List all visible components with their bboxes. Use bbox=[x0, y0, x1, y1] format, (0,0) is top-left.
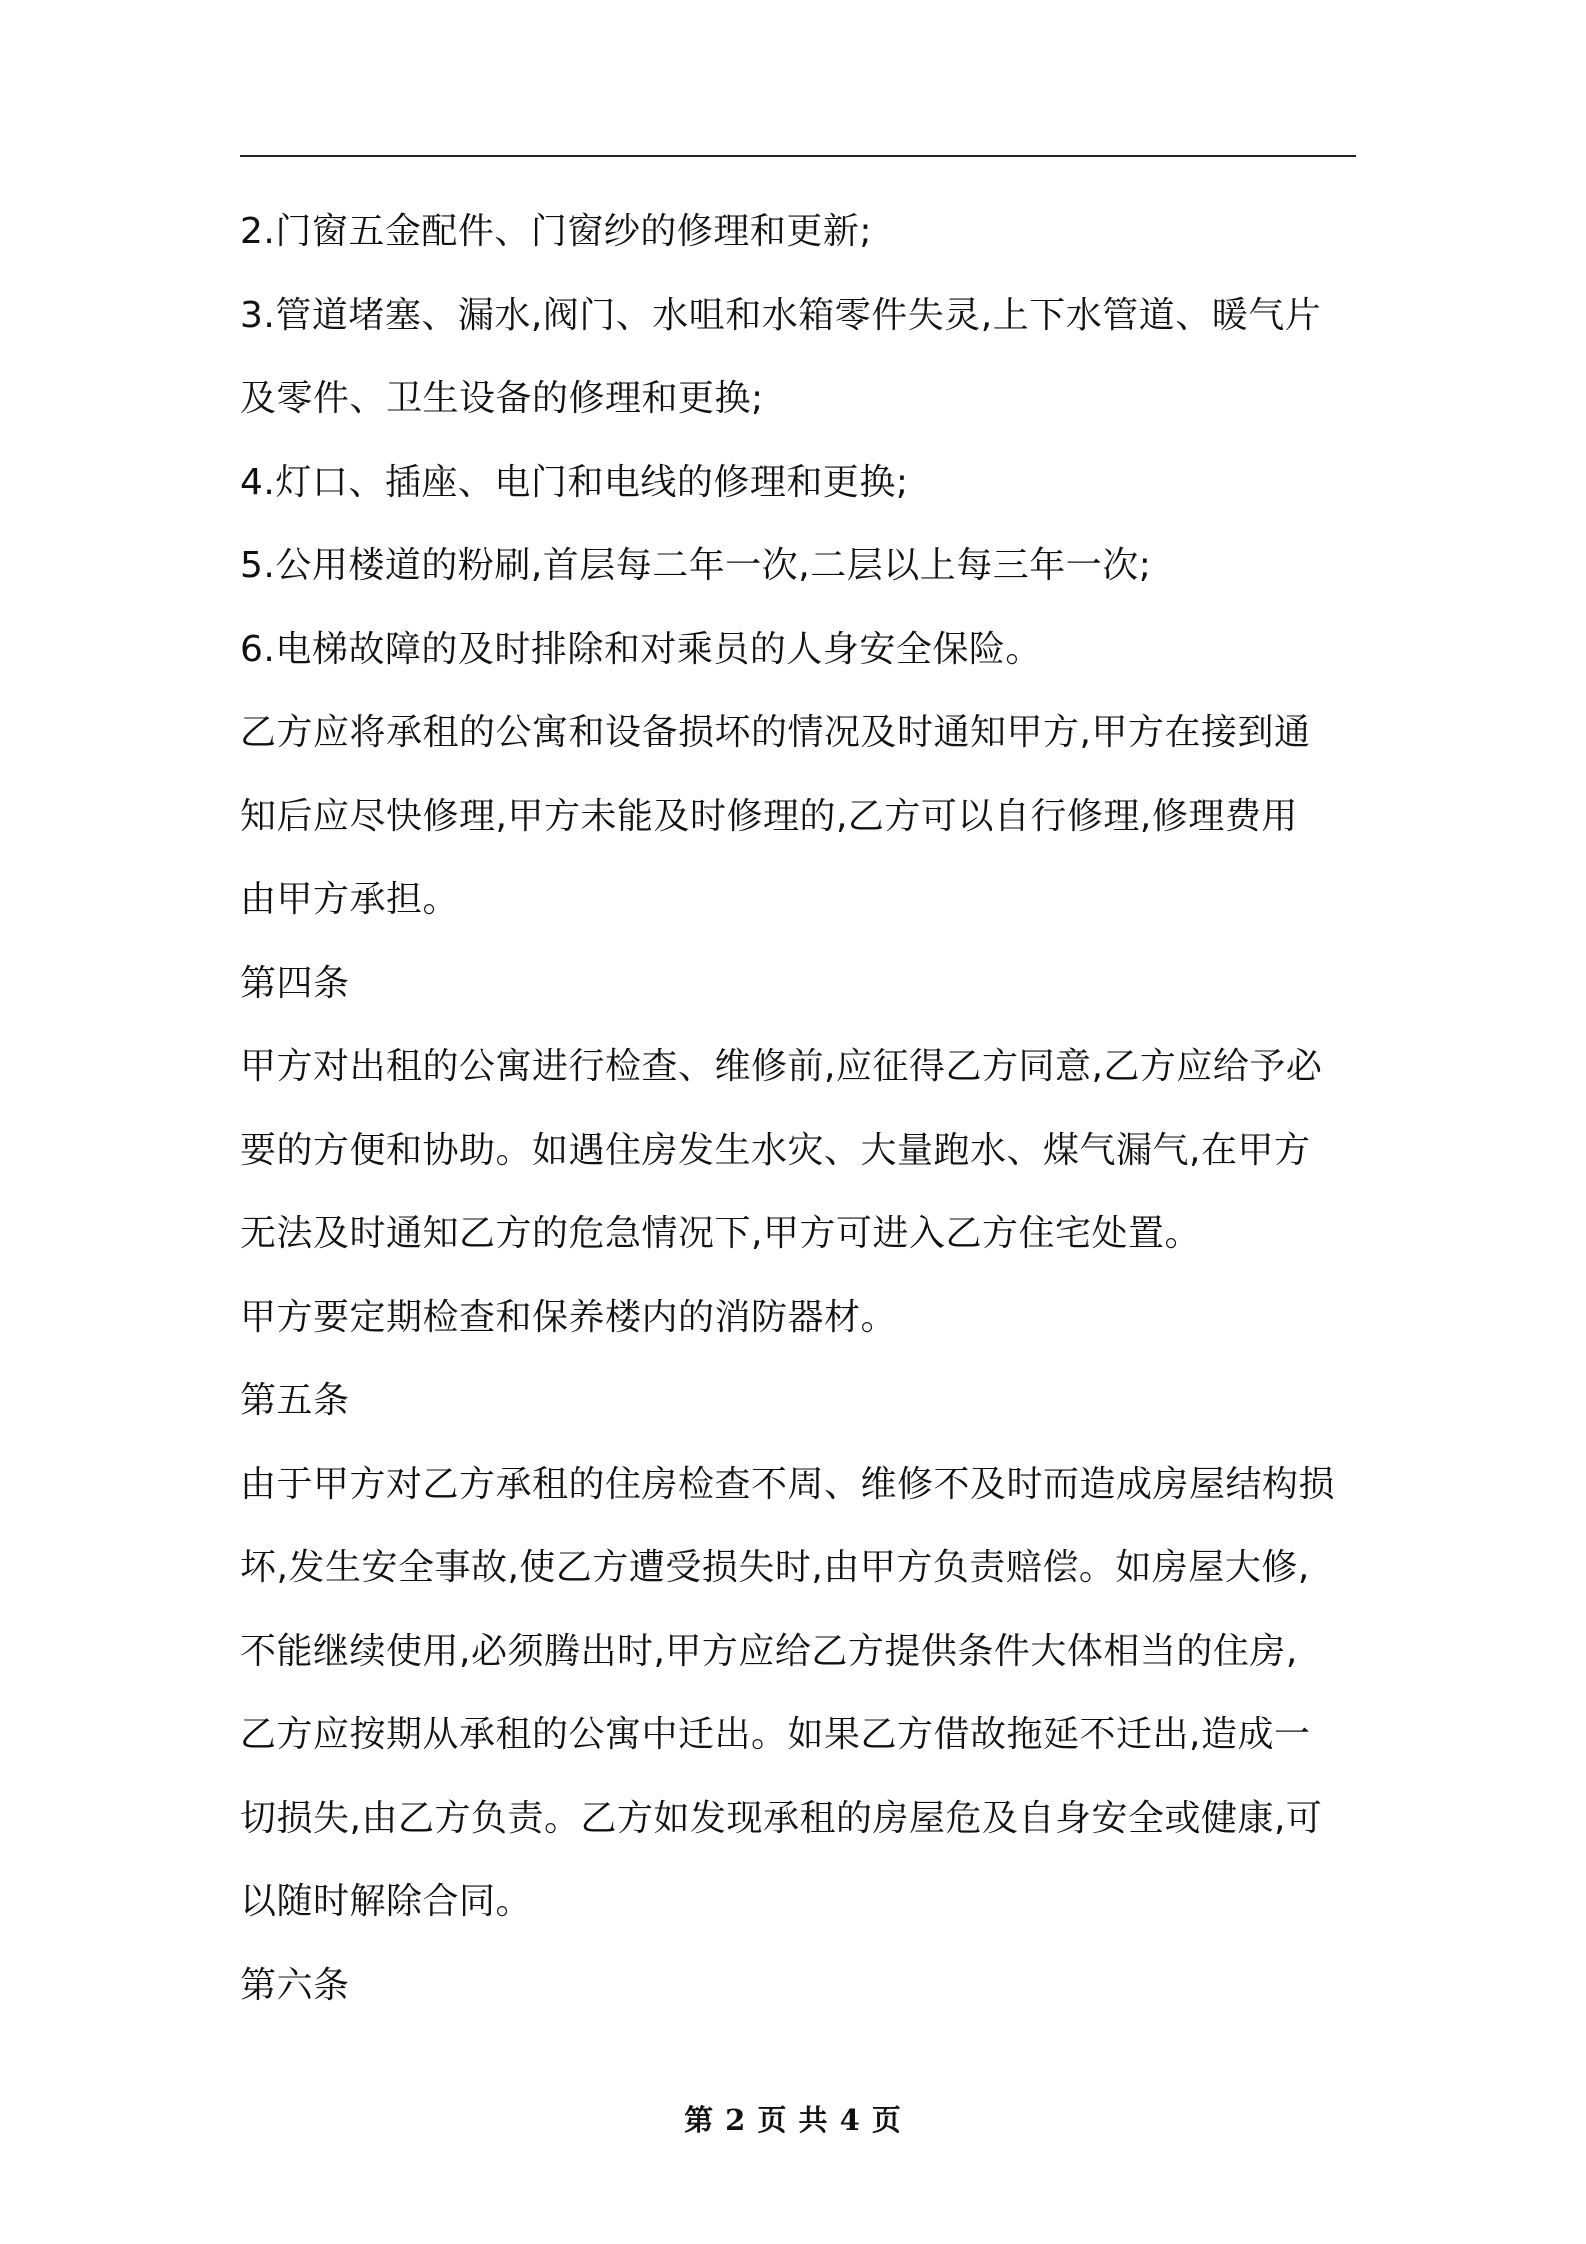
paragraph-line: 切损失,由乙方负责。乙方如发现承租的房屋危及自身安全或健康,可 bbox=[240, 1797, 1323, 1839]
paragraph-line: 不能继续使用,必须腾出时,甲方应给乙方提供条件大体相当的住房, bbox=[240, 1630, 1298, 1672]
paragraph-line: 知后应尽快修理,甲方未能及时修理的,乙方可以自行修理,修理费用 bbox=[240, 795, 1298, 837]
document-body bbox=[240, 190, 1356, 2027]
clause-item-2: 2.门窗五金配件、门窗纱的修理和更新; bbox=[240, 211, 872, 252]
paragraph-line: 无法及时通知乙方的危急情况下,甲方可进入乙方住宅处置。 bbox=[240, 1213, 1201, 1254]
clause-item-4: 4.灯口、插座、电门和电线的修理和更换; bbox=[240, 461, 909, 503]
section-heading-article-5: 第五条 bbox=[240, 1380, 350, 1421]
paragraph-line: 由甲方承担。 bbox=[240, 879, 460, 920]
paragraph-line: 以随时解除合同。 bbox=[240, 1881, 533, 1922]
header-divider bbox=[240, 155, 1356, 157]
clause-item-3-continued: 及零件、卫生设备的修理和更换; bbox=[240, 378, 764, 419]
paragraph-line: 乙方应将承租的公寓和设备损坏的情况及时通知甲方,甲方在接到通 bbox=[240, 712, 1311, 753]
section-heading-article-6: 第六条 bbox=[240, 1964, 350, 2006]
paragraph-line: 坏,发生安全事故,使乙方遭受损失时,由甲方负责赔偿。如房屋大修, bbox=[240, 1547, 1310, 1588]
paragraph-line: 甲方对出租的公寓进行检查、维修前,应征得乙方同意,乙方应给予必 bbox=[240, 1046, 1323, 1087]
paragraph-line: 要的方便和协助。如遇住房发生水灾、大量跑水、煤气漏气,在甲方 bbox=[240, 1129, 1311, 1171]
section-heading-article-4: 第四条 bbox=[240, 962, 350, 1004]
paragraph-line: 由于甲方对乙方承租的住房检查不周、维修不及时而造成房屋结构损 bbox=[240, 1463, 1336, 1505]
paragraph-line: 甲方要定期检查和保养楼内的消防器材。 bbox=[240, 1296, 898, 1338]
clause-item-5: 5.公用楼道的粉刷,首层每二年一次,二层以上每三年一次; bbox=[240, 545, 1152, 586]
clause-item-6: 6.电梯故障的及时排除和对乘员的人身安全保险。 bbox=[240, 628, 1042, 670]
clause-item-3: 3.管道堵塞、漏水,阀门、水咀和水箱零件失灵,上下水管道、暖气片 bbox=[240, 294, 1322, 336]
paragraph-line: 乙方应按期从承租的公寓中迁出。如果乙方借故拖延不迁出,造成一 bbox=[240, 1714, 1311, 1755]
page-number-footer: 第 2 页 共 4 页 bbox=[684, 2103, 902, 2137]
